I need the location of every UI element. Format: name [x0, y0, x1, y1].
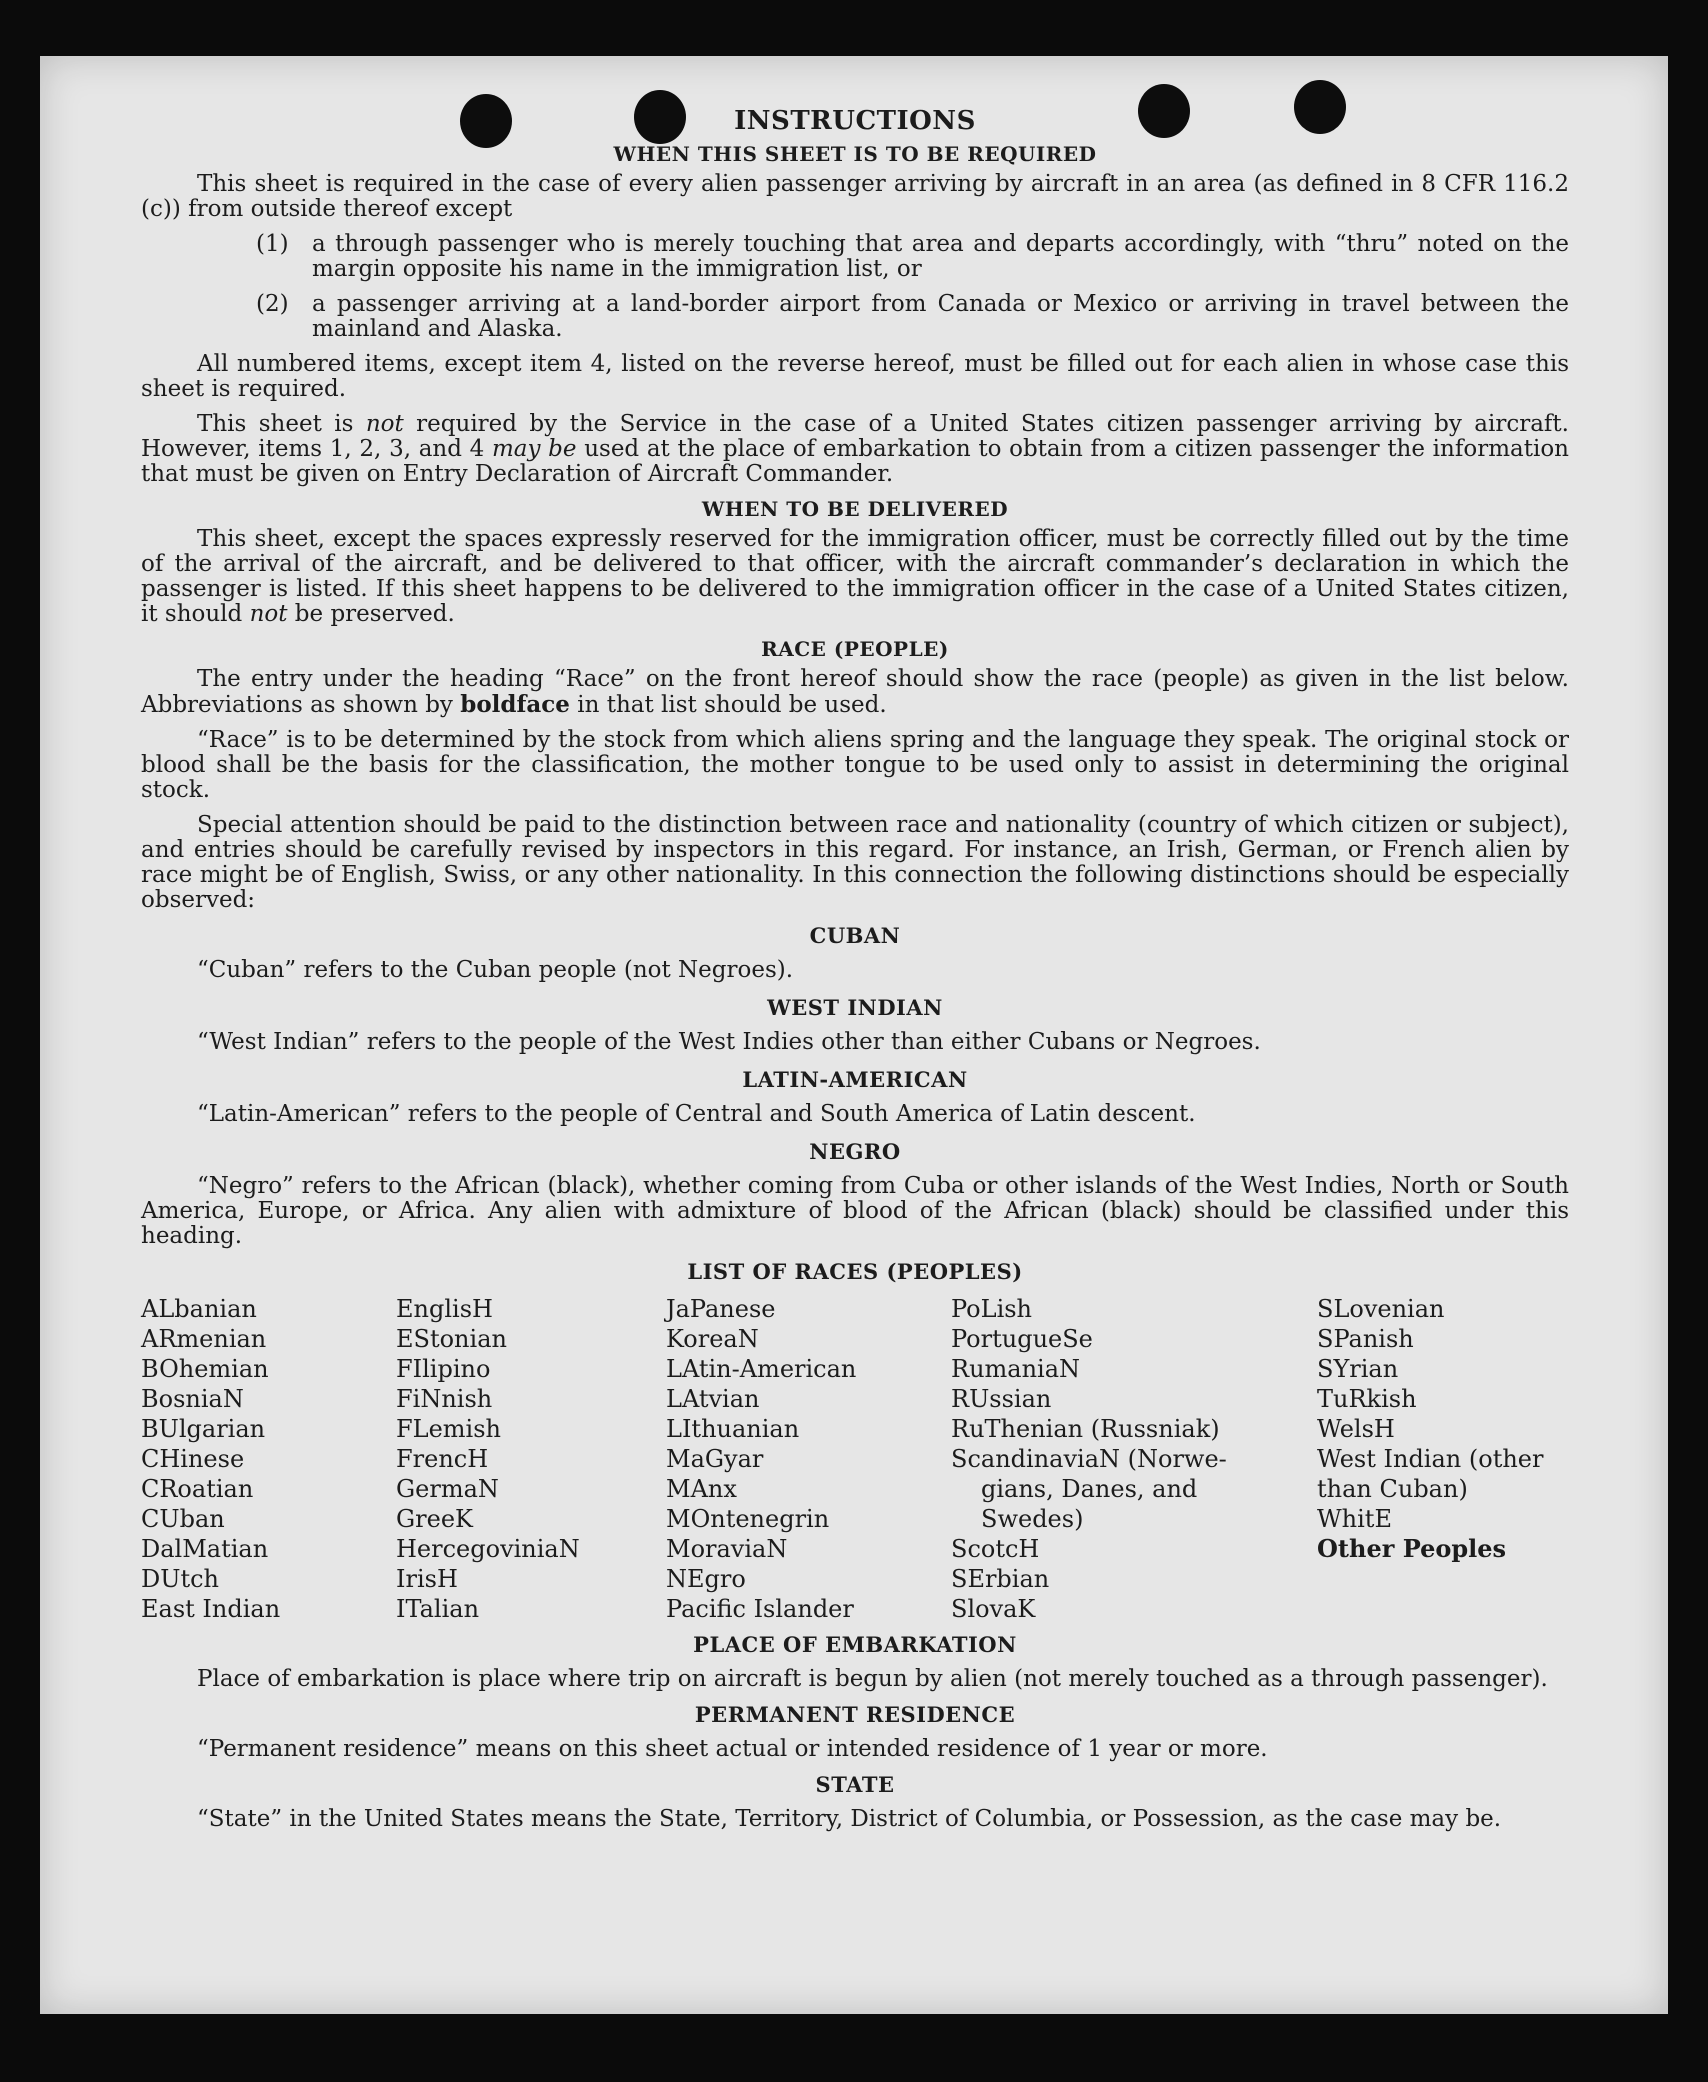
race-entry: SlovaK [951, 1595, 1036, 1623]
race-entry: WhitE [1317, 1505, 1392, 1533]
race-entry: MaGyar [666, 1445, 764, 1473]
race-entry: DUtch [141, 1565, 220, 1593]
paragraph-race-entry: The entry under the heading “Race” on the front hereof should show the race (people) as given in the list below. Abbreviations as shown by boldface in that list should be used. [141, 666, 1569, 718]
section-heading-cuban: CUBAN [809, 923, 901, 948]
race-entry: BosniaN [141, 1385, 244, 1413]
race-entry: LAtin-American [666, 1355, 857, 1383]
paragraph-delivered: This sheet, except the spaces expressly reserved for the immigration officer, must be correctly filled out by the time of the arrival of the aircraft, and be delivered to that officer, with the aircraft commander’s declaration in which the passenger is listed. If this sheet happens to be delivered to the immigration officer in the case of a United States citizen, it should not be preserved. [141, 526, 1569, 627]
race-entry: BOhemian [141, 1355, 269, 1383]
paragraph-required-intro: This sheet is required in the case of every alien passenger arriving by aircraft in an area (as defined in 8 CFR 116.2 (c)) from outside thereof except [141, 171, 1569, 222]
item-number: (2) [256, 291, 289, 317]
race-entry: ALbanian [141, 1295, 257, 1323]
race-entry: West Indian (other [1317, 1445, 1544, 1473]
item-text: a through passenger who is merely touching that area and departs accordingly, with “thru” noted on the margin opposite his name in the immigration list, or [312, 231, 1569, 282]
race-entry: ITalian [396, 1595, 480, 1623]
race-entry: GreeK [396, 1505, 473, 1533]
section-heading-delivered: WHEN TO BE DELIVERED [701, 497, 1009, 521]
race-entry: EnglisH [396, 1295, 493, 1323]
races-column [1317, 1294, 1569, 1624]
section-heading-race: RACE (PEOPLE) [761, 637, 949, 661]
definition-latin-american: “Latin-American” refers to the people of Central and South America of Latin descent. [197, 1101, 1196, 1127]
race-entry: RUssian [951, 1385, 1052, 1413]
definition-embarkation: Place of embarkation is place where trip on aircraft is begun by alien (not merely touched as a through passenger). [197, 1666, 1548, 1692]
document-body [141, 106, 1569, 1842]
race-entry: SYrian [1317, 1355, 1399, 1383]
race-entry: than Cuban) [1317, 1475, 1468, 1503]
race-entry: NEgro [666, 1565, 746, 1593]
race-entry: MoraviaN [666, 1535, 788, 1563]
section-heading-required: WHEN THIS SHEET IS TO BE REQUIRED [613, 142, 1097, 166]
section-heading-negro: NEGRO [809, 1139, 901, 1164]
race-entry: JaPanese [666, 1295, 776, 1323]
race-entry: LIthuanian [666, 1415, 800, 1443]
definition-permanent-residence: “Permanent residence” means on this sheet actual or intended residence of 1 year or more. [197, 1736, 1268, 1762]
race-entry: FLemish [396, 1415, 501, 1443]
section-heading-embarkation: PLACE OF EMBARKATION [693, 1632, 1017, 1657]
item-text: a passenger arriving at a land-border airport from Canada or Mexico or arriving in travel between the mainland and Alaska. [312, 291, 1569, 342]
paragraph-race-nationality: Special attention should be paid to the distinction between race and nationality (country of which citizen or subject), and entries should be carefully revised by inspectors in this regard. For instance, an Irish, German, or French alien by race might be of English, Swiss, or any other nationality. In this connection the following distinctions should be especially observed: [141, 812, 1569, 913]
race-entry: SErbian [951, 1565, 1050, 1593]
race-entry: MOntenegrin [666, 1505, 830, 1533]
race-entry: Pacific Islander [666, 1595, 854, 1623]
section-heading-permanent-residence: PERMANENT RESIDENCE [694, 1702, 1016, 1727]
race-entry: WelsH [1317, 1415, 1395, 1443]
paragraph-numbered-items: All numbered items, except item 4, listed on the reverse hereof, must be filled out for each alien in whose case this sheet is required. [141, 351, 1569, 402]
section-heading-races-list: LIST OF RACES (PEOPLES) [687, 1259, 1023, 1284]
definition-negro: “Negro” refers to the African (black), whether coming from Cuba or other islands of the West Indies, North or South America, Europe, or Africa. Any alien with admixture of blood of the African (black) should be classified under this heading. [141, 1173, 1569, 1249]
race-entry: ARmenian [141, 1325, 267, 1353]
list-item [141, 232, 1569, 282]
races-column [951, 1294, 1251, 1624]
list-item [141, 292, 1569, 342]
page-title: INSTRUCTIONS [734, 106, 976, 136]
race-entry: Swedes) [981, 1505, 1084, 1533]
race-entry: East Indian [141, 1595, 281, 1623]
item-number: (1) [256, 231, 289, 257]
race-entry: FrencH [396, 1445, 489, 1473]
race-entry: PortugueSe [951, 1325, 1093, 1353]
races-column [396, 1294, 666, 1624]
race-entry: EStonian [396, 1325, 507, 1353]
race-entry: SLovenian [1317, 1295, 1445, 1323]
race-entry: BUlgarian [141, 1415, 266, 1443]
races-column [666, 1294, 951, 1624]
section-heading-latin-american: LATIN-AMERICAN [742, 1067, 968, 1092]
race-entry: DalMatian [141, 1535, 269, 1563]
race-entry: CUban [141, 1505, 225, 1533]
race-entry: MAnx [666, 1475, 737, 1503]
race-entry: CHinese [141, 1445, 245, 1473]
definition-west-indian: “West Indian” refers to the people of the West Indies other than either Cubans or Negroes. [197, 1029, 1261, 1055]
race-entry: LAtvian [666, 1385, 760, 1413]
definition-cuban: “Cuban” refers to the Cuban people (not Negroes). [197, 957, 794, 983]
paragraph-race-stock: “Race” is to be determined by the stock from which aliens spring and the language they speak. The original stock or blood shall be the basis for the classification, the mother tongue to be used only to assist in determining the original stock. [141, 727, 1569, 803]
race-entry: IrisH [396, 1565, 458, 1593]
races-list [141, 1294, 1569, 1624]
paragraph-citizen: This sheet is not required by the Service in the case of a United States citizen passenger arriving by aircraft. However, items 1, 2, 3, and 4 may be used at the place of embarkation to obtain from a citizen passenger the information that must be given on Entry Declaration of Aircraft Commander. [141, 411, 1569, 487]
race-entry: ScotcH [951, 1535, 1040, 1563]
race-entry: Other Peoples [1317, 1534, 1507, 1563]
race-entry: GermaN [396, 1475, 499, 1503]
race-entry: RumaniaN [951, 1355, 1081, 1383]
race-entry: RuThenian (Russniak) [951, 1415, 1220, 1443]
definition-state: “State” in the United States means the State, Territory, District of Columbia, or Possession, as the case may be. [197, 1806, 1502, 1832]
race-entry: PoLish [951, 1295, 1033, 1323]
race-entry: SPanish [1317, 1325, 1414, 1353]
races-column [141, 1294, 396, 1624]
section-heading-west-indian: WEST INDIAN [767, 995, 943, 1020]
race-entry: FIlipino [396, 1355, 491, 1383]
race-entry: gians, Danes, and [981, 1475, 1198, 1503]
race-entry: HercegoviniaN [396, 1535, 580, 1563]
race-entry: KoreaN [666, 1325, 759, 1353]
race-entry: CRoatian [141, 1475, 254, 1503]
race-entry: ScandinaviaN (Norwe- [951, 1445, 1227, 1473]
race-entry: FiNnish [396, 1385, 493, 1413]
race-entry: TuRkish [1317, 1385, 1417, 1413]
section-heading-state: STATE [815, 1772, 895, 1797]
